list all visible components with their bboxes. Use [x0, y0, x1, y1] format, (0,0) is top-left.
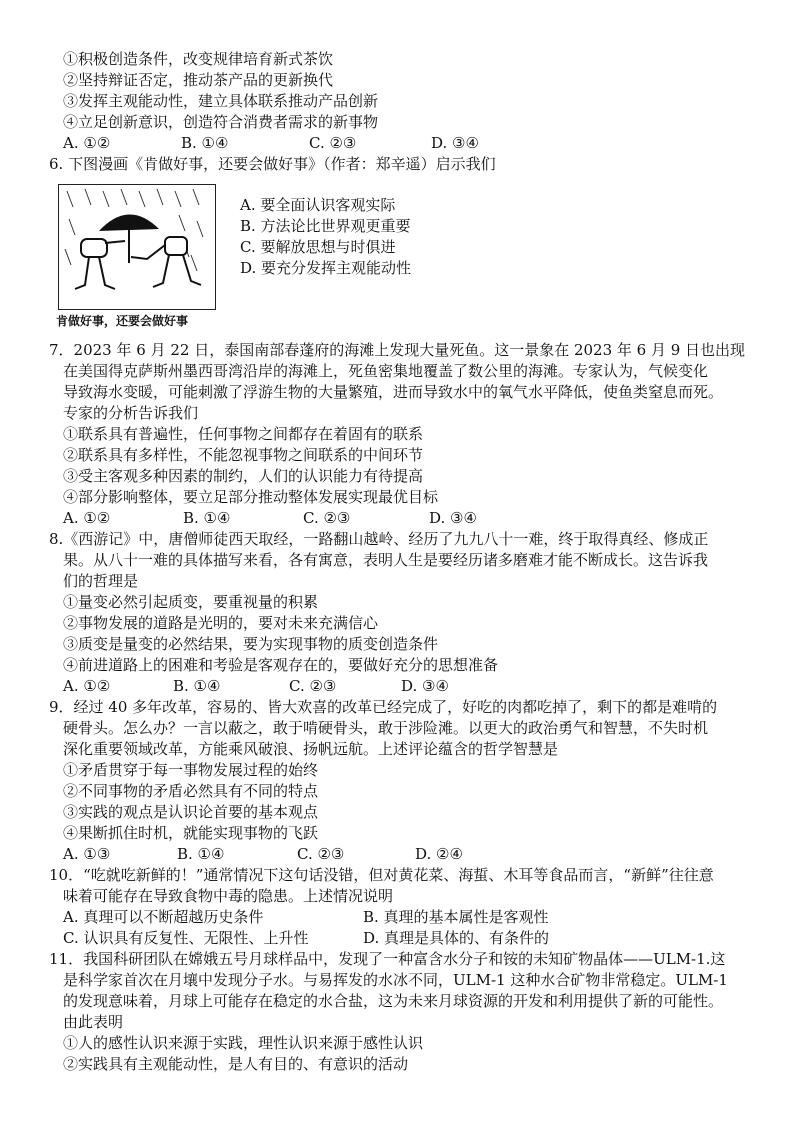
q6-stem: 6. 下图漫画《肯做好事，还要会做好事》（作者：郑辛遥）启示我们 [49, 155, 496, 173]
q9-option-b[interactable]: B. ①④ [177, 845, 225, 863]
q8-line-2: 果。从八十一难的具体描写来看，各有寓意，表明人生是要经历诸多磨难才能不断成长。这告诉我 [63, 551, 709, 569]
q11-line-3: 的发现意味着，月球上可能存在稳定的水合盐，这为未来月球资源的开发和利用提供了新的可能性。 [63, 992, 724, 1010]
q7-option-d[interactable]: D. ③④ [429, 509, 477, 527]
q8-option-d[interactable]: D. ③④ [401, 677, 449, 695]
q7-line-3: 导致海水变暖，可能刺激了浮游生物的大量繁殖，进而导致水中的氧气水平降低，使鱼类窒息而死。 [63, 383, 724, 401]
q10-line-1: 10．“吃就吃新鲜的！”通常情况下这句话没错，但对黄花菜、海蜇、木耳等食品而言，“新鲜”往往意 [49, 866, 714, 884]
q5-option-a[interactable]: A. ①② [63, 134, 111, 152]
q10-option-a[interactable]: A. 真理可以不断超越历史条件 [63, 908, 264, 926]
q9-item-4: ④果断抓住时机，就能实现事物的飞跃 [63, 824, 319, 842]
q10-line-2: 味着可能存在导致食物中毒的隐患。上述情况说明 [63, 887, 394, 905]
q9-item-2: ②不同事物的矛盾必然具有不同的特点 [63, 782, 319, 800]
q5-option-c[interactable]: C. ②③ [309, 134, 357, 152]
q6-option-b[interactable]: B. 方法论比世界观更重要 [240, 217, 411, 235]
q8-item-2: ②事物发展的道路是光明的，要对未来充满信心 [63, 614, 379, 632]
q7-item-4: ④部分影响整体，要立足部分推动整体发展实现最优目标 [63, 488, 439, 506]
q7-item-1: ①联系具有普遍性，任何事物之间都存在着固有的联系 [63, 425, 424, 443]
q5-item-4: ④立足创新意识，创造符合消费者需求的新事物 [63, 113, 379, 131]
q5-item-3: ③发挥主观能动性，建立具体联系推动产品创新 [63, 92, 379, 110]
q10-option-c[interactable]: C. 认识具有反复性、无限性、上升性 [63, 929, 309, 947]
q6-option-d[interactable]: D. 要充分发挥主观能动性 [240, 259, 412, 277]
q9-item-1: ①矛盾贯穿于每一事物发展过程的始终 [63, 761, 319, 779]
cartoon-caption: 肯做好事，还要会做好事 [56, 314, 189, 328]
q7-line-2: 在美国得克萨斯州墨西哥湾沿岸的海滩上，死鱼密集地覆盖了数公里的海滩。专家认为，气候变化 [63, 362, 709, 380]
q5-item-1: ①积极创造条件，改变规律培育新式茶饮 [63, 50, 334, 68]
q5-option-d[interactable]: D. ③④ [431, 134, 479, 152]
q8-line-1: 8.《西游记》中，唐僧师徒西天取经，一路翻山越岭、经历了九九八十一难，终于取得真经、修成正 [49, 530, 709, 548]
q6-option-a[interactable]: A. 要全面认识客观实际 [240, 196, 396, 214]
q10-option-b[interactable]: B. 真理的基本属性是客观性 [363, 908, 549, 926]
q8-item-4: ④前进道路上的困难和考验是客观存在的，要做好充分的思想准备 [63, 656, 499, 674]
q7-option-c[interactable]: C. ②③ [303, 509, 351, 527]
q9-option-c[interactable]: C. ②③ [297, 845, 345, 863]
q7-line-1: 7．2023 年 6 月 22 日，泰国南部春蓬府的海滩上发现大量死鱼。这一景象在 2023 年 6 月 9 日也出现 [49, 341, 746, 359]
q6-option-c[interactable]: C. 要解放思想与时俱进 [240, 238, 396, 256]
q5-option-b[interactable]: B. ①④ [181, 134, 229, 152]
q5-item-2: ②坚持辩证否定，推动茶产品的更新换代 [63, 71, 334, 89]
q7-option-a[interactable]: A. ①② [63, 509, 111, 527]
q11-line-2: 是科学家首次在月壤中发现分子水。与易挥发的水冰不同，ULM-1 这种水合矿物非常稳定。ULM-1 [63, 971, 728, 989]
q9-option-d[interactable]: D. ②④ [415, 845, 463, 863]
q9-item-3: ③实践的观点是认识论首要的基本观点 [63, 803, 319, 821]
q7-item-3: ③受主客观多种因素的制约，人们的认识能力有待提高 [63, 467, 424, 485]
q11-item-1: ①人的感性认识来源于实践，理性认识来源于感性认识 [63, 1034, 424, 1052]
q8-line-3: 们的哲理是 [63, 572, 139, 590]
q9-option-a[interactable]: A. ①③ [63, 845, 111, 863]
q9-line-2: 硬骨头。怎么办？一言以蔽之，敢于啃硬骨头，敢于涉险滩。以更大的政治勇气和智慧，不失时机 [63, 719, 709, 737]
q8-option-a[interactable]: A. ①② [63, 677, 111, 695]
q8-option-c[interactable]: C. ②③ [289, 677, 337, 695]
q10-option-d[interactable]: D. 真理是具体的、有条件的 [363, 929, 550, 947]
q8-item-3: ③质变是量变的必然结果，要为实现事物的质变创造条件 [63, 635, 439, 653]
q9-line-3: 深化重要领域改革，方能乘风破浪、扬帆远航。上述评论蕴含的哲学智慧是 [63, 740, 559, 758]
q11-line-1: 11．我国科研团队在嫦娥五号月球样品中，发现了一种富含水分子和铵的未知矿物晶体——ULM-1.这 [49, 950, 726, 968]
q11-item-2: ②实践具有主观能动性，是人有目的、有意识的活动 [63, 1055, 409, 1073]
q8-item-1: ①量变必然引起质变，要重视量的积累 [63, 593, 319, 611]
q11-line-4: 由此表明 [63, 1013, 124, 1031]
q7-option-b[interactable]: B. ①④ [183, 509, 231, 527]
q9-line-1: 9．经过 40 多年改革，容易的、皆大欢喜的改革已经完成了，好吃的肉都吃掉了，剩下的都是难啃的 [49, 698, 718, 716]
cartoon-image [58, 184, 216, 310]
q7-item-2: ②联系具有多样性，不能忽视事物之间联系的中间环节 [63, 446, 424, 464]
q7-line-4: 专家的分析告诉我们 [63, 404, 199, 422]
q8-option-b[interactable]: B. ①④ [173, 677, 221, 695]
